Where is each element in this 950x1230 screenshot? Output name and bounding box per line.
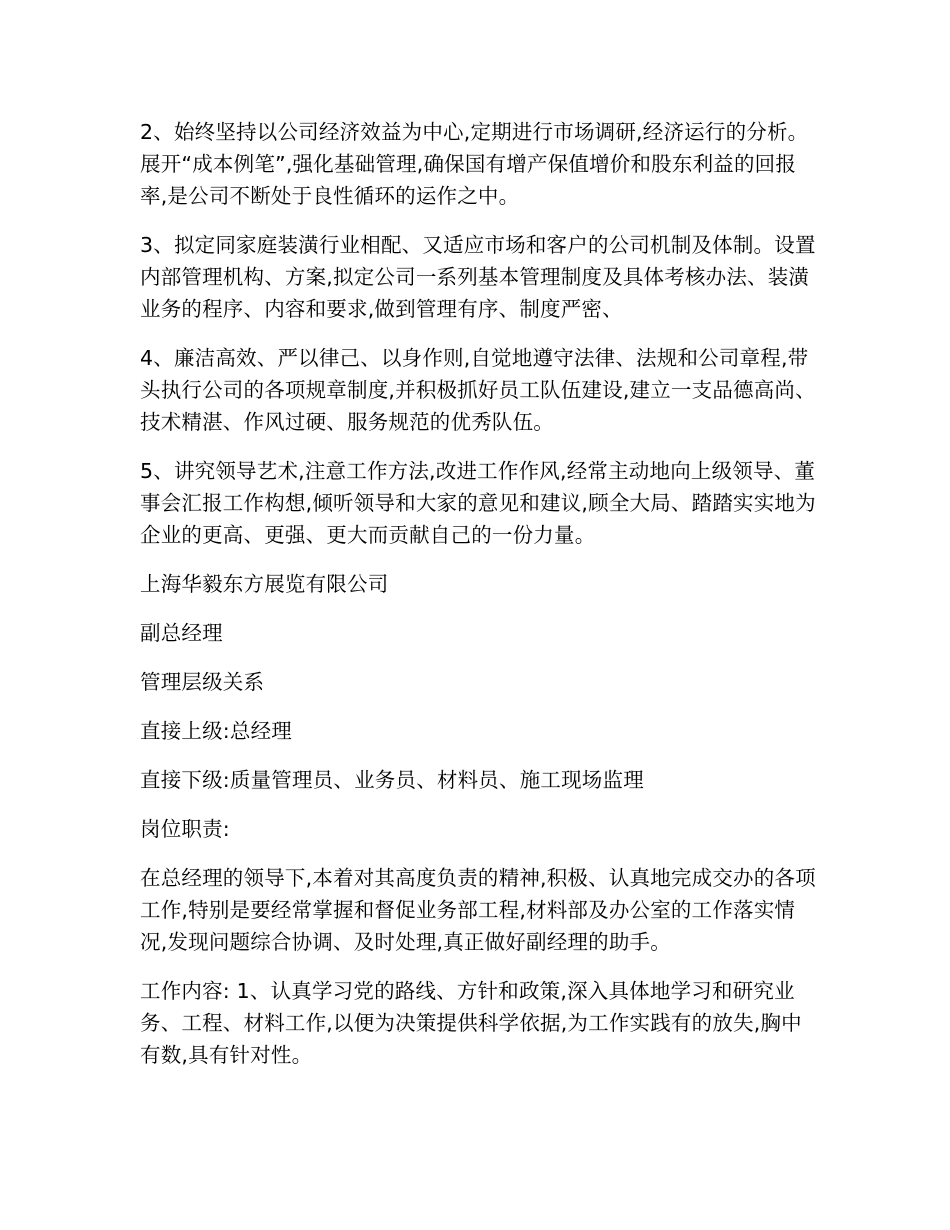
paragraph-item-2: 2、始终坚持以公司经济效益为中心,定期进行市场调研,经济运行的分析。展开“成本例笔”,强化基础管理,确保国有增产保值增价和股东利益的回报率,是公司不断处于良性循环的运作之中。 xyxy=(140,120,809,208)
work-content-paragraph: 工作内容: 1、认真学习党的路线、方针和政策,深入具体地学习和研究业务、工程、材料工作,以便为决策提供科学依据,为工作实践有的放失,胸中有数,具有针对性。 xyxy=(140,979,802,1067)
duties-paragraph: 在总经理的领导下,本着对其高度负责的精神,积极、认真地完成交办的各项工作,特别是要经常掌握和督促业务部工程,材料部及办公室的工作落实情况,发现问题综合协调、及时处理,真正做好副经理的助手。 xyxy=(140,866,816,954)
section-heading-hierarchy: 管理层级关系 xyxy=(140,670,265,694)
direct-superior-line: 直接上级:总经理 xyxy=(140,719,293,743)
paragraph-item-4: 4、廉洁高效、严以律己、以身作则,自觉地遵守法律、法规和公司章程,带头执行公司的各项规章制度,并积极抓好员工队伍建设,建立一支品德高尚、技术精湛、作风过硬、服务规范的优秀队伍。 xyxy=(140,346,816,434)
paragraph-item-5: 5、讲究领导艺术,注意工作方法,改进工作作风,经常主动地向上级领导、董事会汇报工作构想,倾听领导和大家的意见和建议,顾全大局、踏踏实实地为企业的更高、更强、更大而贡献自己的一份力量。 xyxy=(140,459,816,547)
position-title: 副总经理 xyxy=(140,621,223,645)
company-name: 上海华毅东方展览有限公司 xyxy=(140,572,389,596)
direct-subordinates-line: 直接下级:质量管理员、业务员、材料员、施工现场监理 xyxy=(140,768,644,792)
paragraph-item-3: 3、拟定同家庭装潢行业相配、又适应市场和客户的公司机制及体制。设置内部管理机构、方案,拟定公司一系列基本管理制度及具体考核办法、装潢业务的程序、内容和要求,做到管理有序、制度严密、 xyxy=(140,233,816,321)
section-heading-duties: 岗位职责: xyxy=(140,817,230,841)
